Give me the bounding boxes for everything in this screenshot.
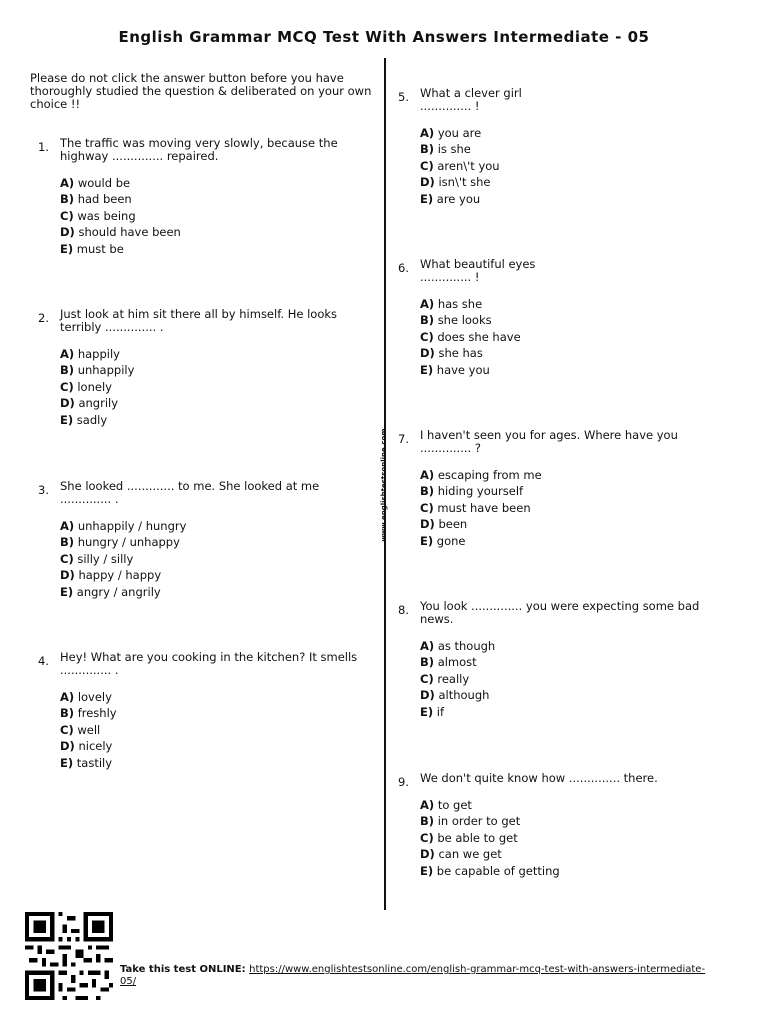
option-b[interactable]: B) hungry / unhappy — [60, 535, 180, 550]
question-text: You look .............. you were expecting some bad news. — [420, 599, 700, 626]
option-b[interactable]: B) in order to get — [420, 814, 521, 829]
footer — [120, 964, 720, 988]
question-number: 6. — [398, 261, 409, 275]
option-d[interactable]: D) isn\'t she — [420, 175, 491, 190]
footer-label: Take this test ONLINE: — [120, 964, 250, 975]
option-e[interactable]: E) angry / angrily — [60, 584, 161, 599]
question-text: She looked ............. to me. She looked at me .............. . — [60, 479, 320, 506]
option-e[interactable]: E) gone — [420, 533, 466, 548]
question-text: Just look at him sit there all by himself. He looks terribly .............. . — [60, 307, 338, 334]
question-5 — [398, 86, 540, 207]
option-c[interactable]: C) well — [60, 722, 101, 737]
question-number: 9. — [398, 775, 409, 789]
qr-code-icon[interactable] — [25, 912, 113, 1000]
question-text: The traffic was moving very slowly, because the highway .............. repaired. — [60, 136, 338, 163]
option-c[interactable]: C) aren\'t you — [420, 158, 500, 173]
option-a[interactable]: A) has she — [420, 297, 483, 311]
option-c[interactable]: C) silly / silly — [60, 551, 134, 566]
option-b[interactable]: B) hiding yourself — [420, 484, 524, 499]
question-number: 2. — [38, 311, 49, 325]
option-c[interactable]: C) was being — [60, 208, 136, 223]
option-d[interactable]: D) should have been — [60, 225, 181, 240]
question-number: 4. — [38, 654, 49, 668]
watermark — [377, 420, 391, 550]
question-3 — [38, 479, 360, 600]
option-b[interactable]: B) she looks — [420, 313, 492, 328]
option-d[interactable]: D) although — [420, 688, 490, 703]
question-1 — [38, 136, 360, 257]
option-b[interactable]: B) unhappily — [60, 363, 135, 378]
question-number: 1. — [38, 140, 49, 154]
question-8 — [398, 599, 720, 720]
option-e[interactable]: E) are you — [420, 191, 481, 206]
option-b[interactable]: B) had been — [60, 192, 132, 207]
option-c[interactable]: C) be able to get — [420, 830, 518, 845]
question-text: What beautiful eyes .............. ! — [420, 257, 536, 284]
option-c[interactable]: C) lonely — [60, 379, 112, 394]
option-c[interactable]: C) must have been — [420, 500, 531, 515]
option-c[interactable]: C) really — [420, 671, 470, 686]
question-6 — [398, 257, 550, 378]
option-e[interactable]: E) have you — [420, 362, 490, 377]
option-b[interactable]: B) is she — [420, 142, 471, 157]
page-title: English Grammar MCQ Test With Answers Intermediate - 05 — [118, 28, 650, 46]
option-e[interactable]: E) must be — [60, 241, 124, 256]
option-d[interactable]: D) she has — [420, 346, 483, 361]
option-d[interactable]: D) happy / happy — [60, 568, 162, 583]
option-a[interactable]: A) to get — [420, 798, 472, 812]
option-d[interactable]: D) angrily — [60, 396, 119, 411]
question-text: We don't quite know how .............. there. — [420, 771, 658, 785]
option-a[interactable]: A) as though — [420, 639, 496, 653]
question-number: 3. — [38, 483, 49, 497]
question-number: 7. — [398, 432, 409, 446]
question-number: 8. — [398, 603, 409, 617]
option-b[interactable]: B) freshly — [60, 706, 117, 721]
question-text: Hey! What are you cooking in the kitchen? It smells .............. . — [60, 650, 358, 677]
option-a[interactable]: A) happily — [60, 347, 120, 361]
option-d[interactable]: D) been — [420, 517, 468, 532]
question-4 — [38, 650, 360, 771]
option-a[interactable]: A) would be — [60, 176, 131, 190]
option-d[interactable]: D) nicely — [60, 739, 113, 754]
question-2 — [38, 307, 360, 428]
watermark-text: www.englishtestsonline.com — [380, 428, 388, 542]
question-text: I haven't seen you for ages. Where have you .............. ? — [420, 428, 678, 455]
question-text: What a clever girl .............. ! — [420, 86, 522, 113]
test-online-link[interactable]: https://www.englishtestsonline.com/english-grammar-mcq-test-with-answers-intermediate-05/ — [120, 964, 706, 987]
option-e[interactable]: E) sadly — [60, 412, 108, 427]
option-b[interactable]: B) almost — [420, 655, 477, 670]
option-a[interactable]: A) escaping from me — [420, 468, 542, 482]
option-e[interactable]: E) if — [420, 704, 445, 719]
intro-text: Please do not click the answer button before you have thoroughly studied the question & deliberated on your own choice !! — [30, 71, 372, 111]
option-a[interactable]: A) you are — [420, 126, 482, 140]
option-a[interactable]: A) lovely — [60, 690, 112, 704]
question-7 — [398, 428, 710, 549]
option-c[interactable]: C) does she have — [420, 329, 521, 344]
option-e[interactable]: E) be capable of getting — [420, 863, 560, 878]
option-e[interactable]: E) tastily — [60, 755, 113, 770]
question-number: 5. — [398, 90, 409, 104]
option-a[interactable]: A) unhappily / hungry — [60, 519, 187, 533]
question-9 — [398, 771, 720, 879]
option-d[interactable]: D) can we get — [420, 847, 502, 862]
